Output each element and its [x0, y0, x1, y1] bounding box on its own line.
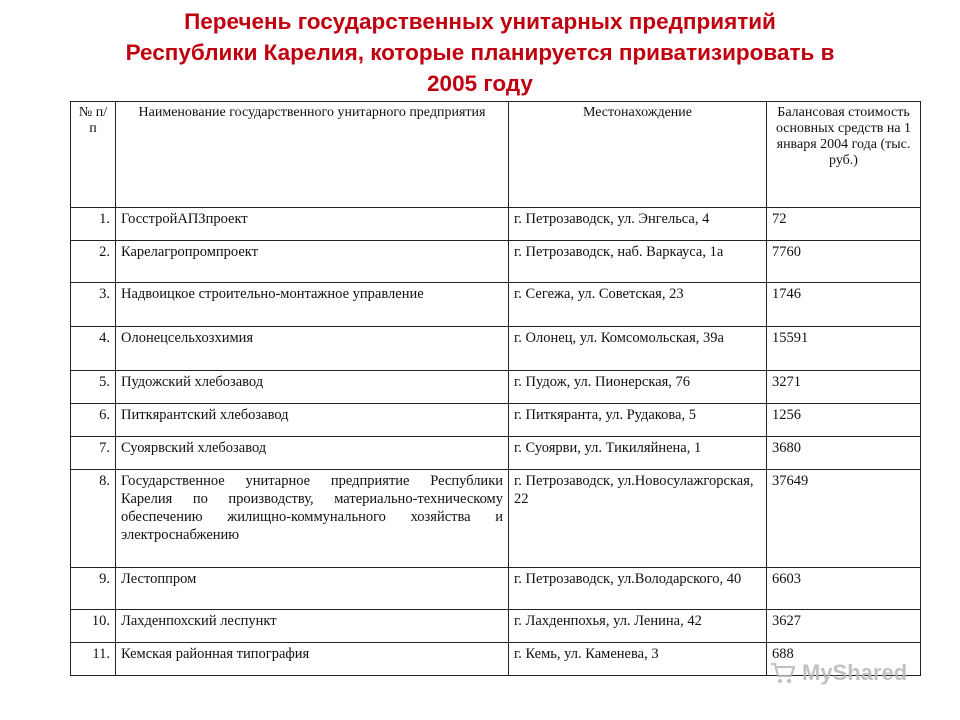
cell-name: Кемская районная типография	[116, 643, 509, 676]
cell-location: г. Суоярви, ул. Тикиляйнена, 1	[509, 437, 767, 470]
table-row	[71, 568, 921, 610]
cell-location: г. Петрозаводск, ул.Володарского, 40	[509, 568, 767, 610]
table-header-row	[71, 102, 921, 208]
cell-value: 688	[767, 643, 921, 676]
cart-icon	[770, 661, 796, 685]
cell-name: Лахденпохский леспункт	[116, 610, 509, 643]
cell-name: ГосстройАПЗпроект	[116, 208, 509, 241]
cell-value: 15591	[767, 327, 921, 371]
cell-name: Суоярвский хлебозавод	[116, 437, 509, 470]
cell-num: 2.	[71, 241, 116, 283]
title-line: 2005 году	[427, 71, 533, 96]
cell-name: Надвоицкое строительно-монтажное управление	[116, 283, 509, 327]
cell-value: 72	[767, 208, 921, 241]
cell-value: 6603	[767, 568, 921, 610]
table-row	[71, 404, 921, 437]
cell-num: 3.	[71, 283, 116, 327]
cell-value: 7760	[767, 241, 921, 283]
header-location: Местонахождение	[509, 102, 767, 208]
cell-location: г. Лахденпохья, ул. Ленина, 42	[509, 610, 767, 643]
header-name: Наименование государственного унитарного предприятия	[116, 102, 509, 208]
cell-num: 1.	[71, 208, 116, 241]
cell-name: Государственное унитарное предприятие Республики Карелия по производству, материально-техническому обеспечению жилищно-коммунального хозяйства и электроснабжению	[116, 470, 509, 568]
table-row	[71, 437, 921, 470]
cell-location: г. Сегежа, ул. Советская, 23	[509, 283, 767, 327]
header-num: № п/п	[71, 102, 116, 208]
title-line: Перечень государственных унитарных предприятий	[184, 9, 776, 34]
page-title	[40, 6, 920, 99]
cell-name: Карелагропромпроект	[116, 241, 509, 283]
cell-value: 3680	[767, 437, 921, 470]
cell-num: 10.	[71, 610, 116, 643]
table-row	[71, 610, 921, 643]
cell-num: 6.	[71, 404, 116, 437]
table-row	[71, 241, 921, 283]
cell-num: 9.	[71, 568, 116, 610]
cell-value: 1256	[767, 404, 921, 437]
cell-value: 37649	[767, 470, 921, 568]
table-row	[71, 208, 921, 241]
cell-num: 7.	[71, 437, 116, 470]
table-row	[71, 470, 921, 568]
cell-name: Питкярантский хлебозавод	[116, 404, 509, 437]
cell-num: 5.	[71, 371, 116, 404]
watermark-text: MyShared	[802, 660, 908, 685]
cell-location: г. Кемь, ул. Каменева, 3	[509, 643, 767, 676]
cell-num: 4.	[71, 327, 116, 371]
cell-location: г. Питкяранта, ул. Рудакова, 5	[509, 404, 767, 437]
cell-location: г. Олонец, ул. Комсомольская, 39а	[509, 327, 767, 371]
table-row	[71, 371, 921, 404]
cell-value: 3627	[767, 610, 921, 643]
cell-location: г. Петрозаводск, наб. Варкауса, 1а	[509, 241, 767, 283]
cell-location: г. Петрозаводск, ул. Энгельса, 4	[509, 208, 767, 241]
cell-name: Олонецсельхозхимия	[116, 327, 509, 371]
cell-num: 11.	[71, 643, 116, 676]
cell-value: 3271	[767, 371, 921, 404]
table-row	[71, 327, 921, 371]
table-row	[71, 283, 921, 327]
title-line: Республики Карелия, которые планируется приватизировать в	[125, 40, 835, 65]
enterprises-table	[70, 101, 921, 676]
header-value: Балансовая стоимость основных средств на 1 января 2004 года (тыс. руб.)	[767, 102, 921, 208]
cell-name: Пудожский хлебозавод	[116, 371, 509, 404]
cell-value: 1746	[767, 283, 921, 327]
cell-location: г. Пудож, ул. Пионерская, 76	[509, 371, 767, 404]
watermark	[770, 660, 907, 686]
cell-num: 8.	[71, 470, 116, 568]
cell-name: Лестоппром	[116, 568, 509, 610]
cell-location: г. Петрозаводск, ул.Новосулажгорская, 22	[509, 470, 767, 568]
